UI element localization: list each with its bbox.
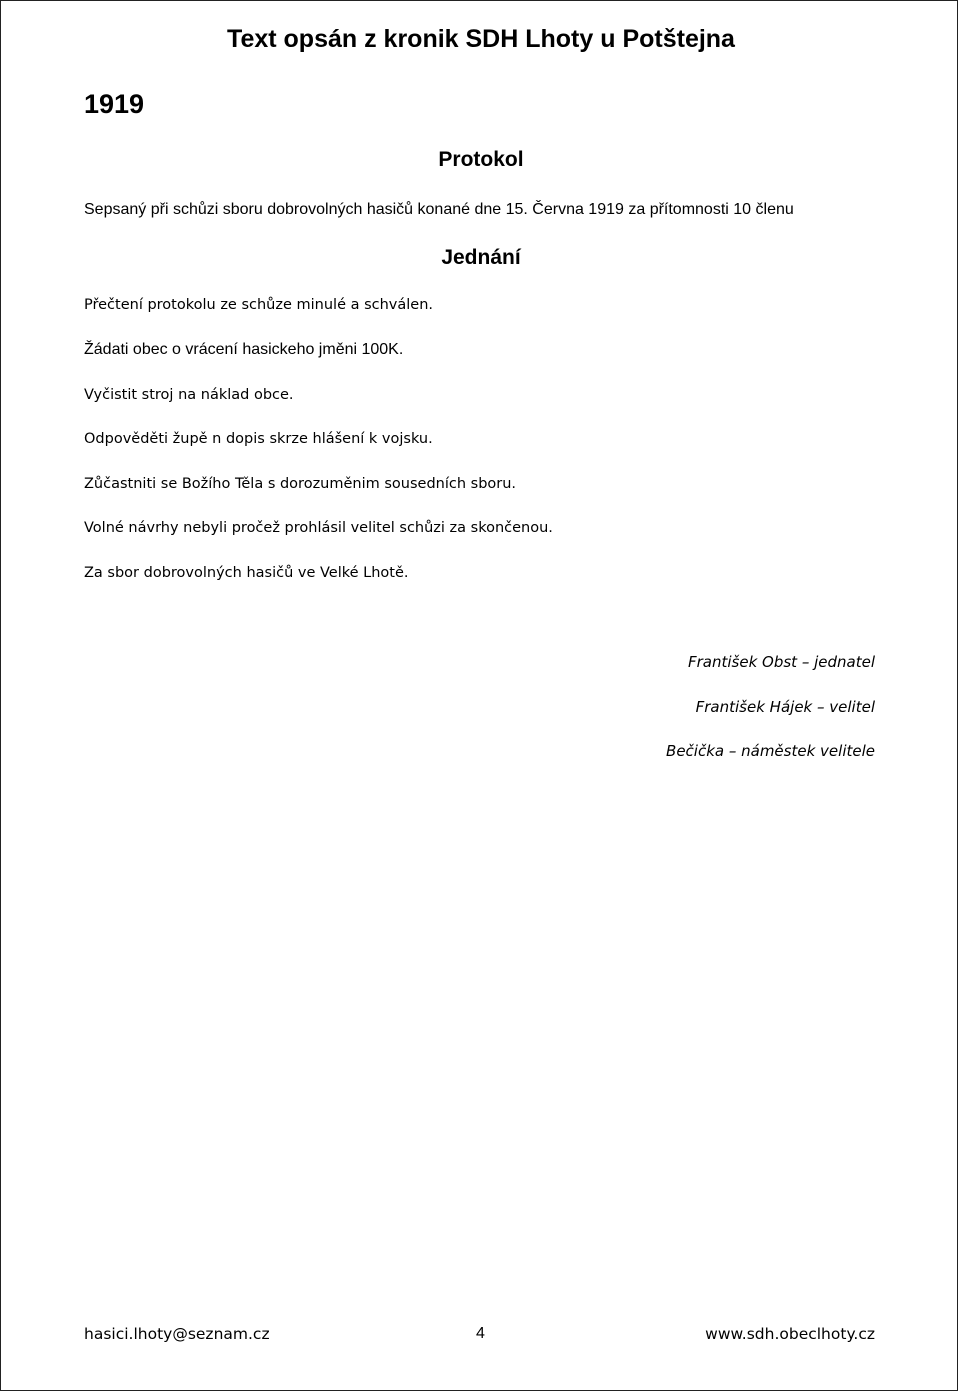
signature-line: František Obst – jednatel bbox=[688, 653, 875, 671]
jednani-heading: Jednání bbox=[441, 246, 521, 269]
agenda-item: Volné návrhy nebyli pročež prohlásil velitel schůzi za skončenou. bbox=[84, 520, 553, 536]
agenda-item: Za sbor dobrovolných hasičů ve Velké Lhotě. bbox=[84, 565, 409, 581]
agenda-item: Přečtení protokolu ze schůze minulé a schválen. bbox=[84, 297, 434, 313]
agenda-item: Žádati obec o vrácení hasickeho jměni 100K. bbox=[84, 341, 404, 358]
footer-email: hasici.lhoty@seznam.cz bbox=[84, 1325, 270, 1343]
protokol-intro: Sepsaný při schůzi sboru dobrovolných hasičů konané dne 15. Června 1919 za přítomnosti 10 členu bbox=[84, 201, 794, 218]
signature-line: František Hájek – velitel bbox=[695, 698, 875, 716]
protokol-heading: Protokol bbox=[438, 148, 524, 171]
signature-line: Bečička – náměstek velitele bbox=[666, 742, 875, 760]
agenda-item: Zůčastniti se Božího Těla s dorozuměnim sousedních sboru. bbox=[84, 476, 517, 492]
agenda-item: Odpověděti župě n dopis skrze hlášení k vojsku. bbox=[84, 431, 433, 447]
footer-page-number: 4 bbox=[476, 1325, 485, 1342]
year-heading: 1919 bbox=[84, 89, 145, 119]
footer-website: www.sdh.obeclhoty.cz bbox=[705, 1325, 875, 1343]
page-title: Text opsán z kronik SDH Lhoty u Potštejna bbox=[227, 25, 735, 53]
agenda-item: Vyčistit stroj na náklad obce. bbox=[84, 387, 294, 403]
